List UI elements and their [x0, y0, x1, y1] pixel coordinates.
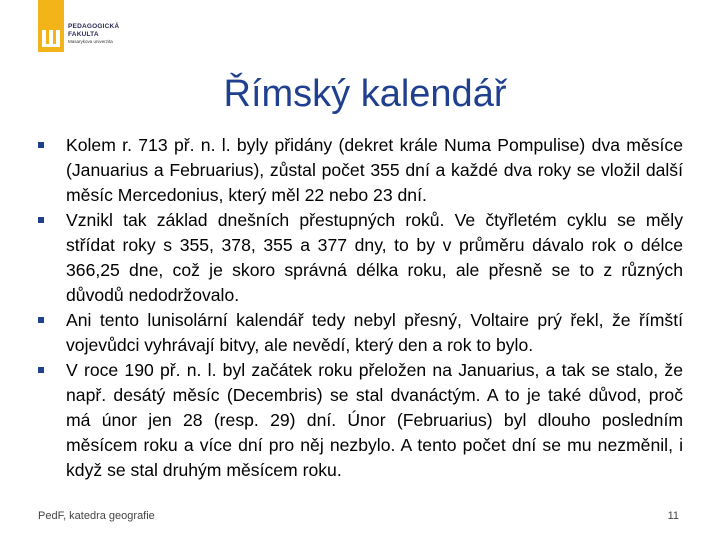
- logo-emblem-icon: [38, 0, 64, 52]
- bullet-text-4: V roce 190 př. n. l. byl začátek roku přeložen na Januarius, a tak se stalo, že např. desátý měsíc (Decembris) se stal dvanáctým. A to je také důvod, proč má únor jen 28 (resp. 29) dní. Únor (Februarius) byl dlouho posledním měsícem roku a více dní pro něj nezbylo. A tento počet dní se mu nezměnil, i když se stal druhým měsícem roku.: [66, 360, 683, 480]
- bullet-square-icon: [38, 142, 44, 148]
- bullet-square-icon: [38, 317, 44, 323]
- bullet-item-1: [38, 133, 683, 208]
- logo-line-2: FAKULTA: [68, 30, 99, 38]
- bullet-text-1: Kolem r. 713 př. n. l. byly přidány (dekret krále Numa Pompulise) dva měsíce (Januarius a Februarius), zůstal počet 355 dní a každé dva roky se vložil další měsíc Mercedonius, který měl 22 nebo 23 dní.: [66, 135, 683, 205]
- logo-text: [68, 23, 119, 46]
- bullet-item-2: [38, 208, 683, 308]
- bullet-item-3: [38, 308, 683, 358]
- faculty-logo: [38, 0, 119, 52]
- page-number: 11: [667, 510, 679, 522]
- bullet-list: [38, 133, 683, 483]
- bullet-text-2: Vznikl tak základ dnešních přestupných roků. Ve čtyřletém cyklu se měly střídat roky s 355, 378, 355 a 377 dny, to by v průměru dávalo rok o délce 366,25 dne, což je skoro správná délka roku, ale přesně se to z různých důvodů nedodržovalo.: [66, 210, 683, 305]
- footer-text: PedF, katedra geografie: [38, 510, 155, 522]
- logo-line-1: PEDAGOGICKÁ: [68, 23, 120, 30]
- slide-title: Římský kalendář: [223, 73, 507, 115]
- bullet-square-icon: [38, 367, 44, 373]
- bullet-text-3: Ani tento lunisolární kalendář tedy nebyl přesný, Voltaire prý řekl, že římští vojevůdci vyhrávají bitvy, ale nevědí, který den a rok to bylo.: [66, 310, 683, 355]
- bullet-square-icon: [38, 217, 44, 223]
- bullet-item-4: [38, 358, 683, 483]
- logo-line-3: Masarykova univerzita: [68, 39, 113, 44]
